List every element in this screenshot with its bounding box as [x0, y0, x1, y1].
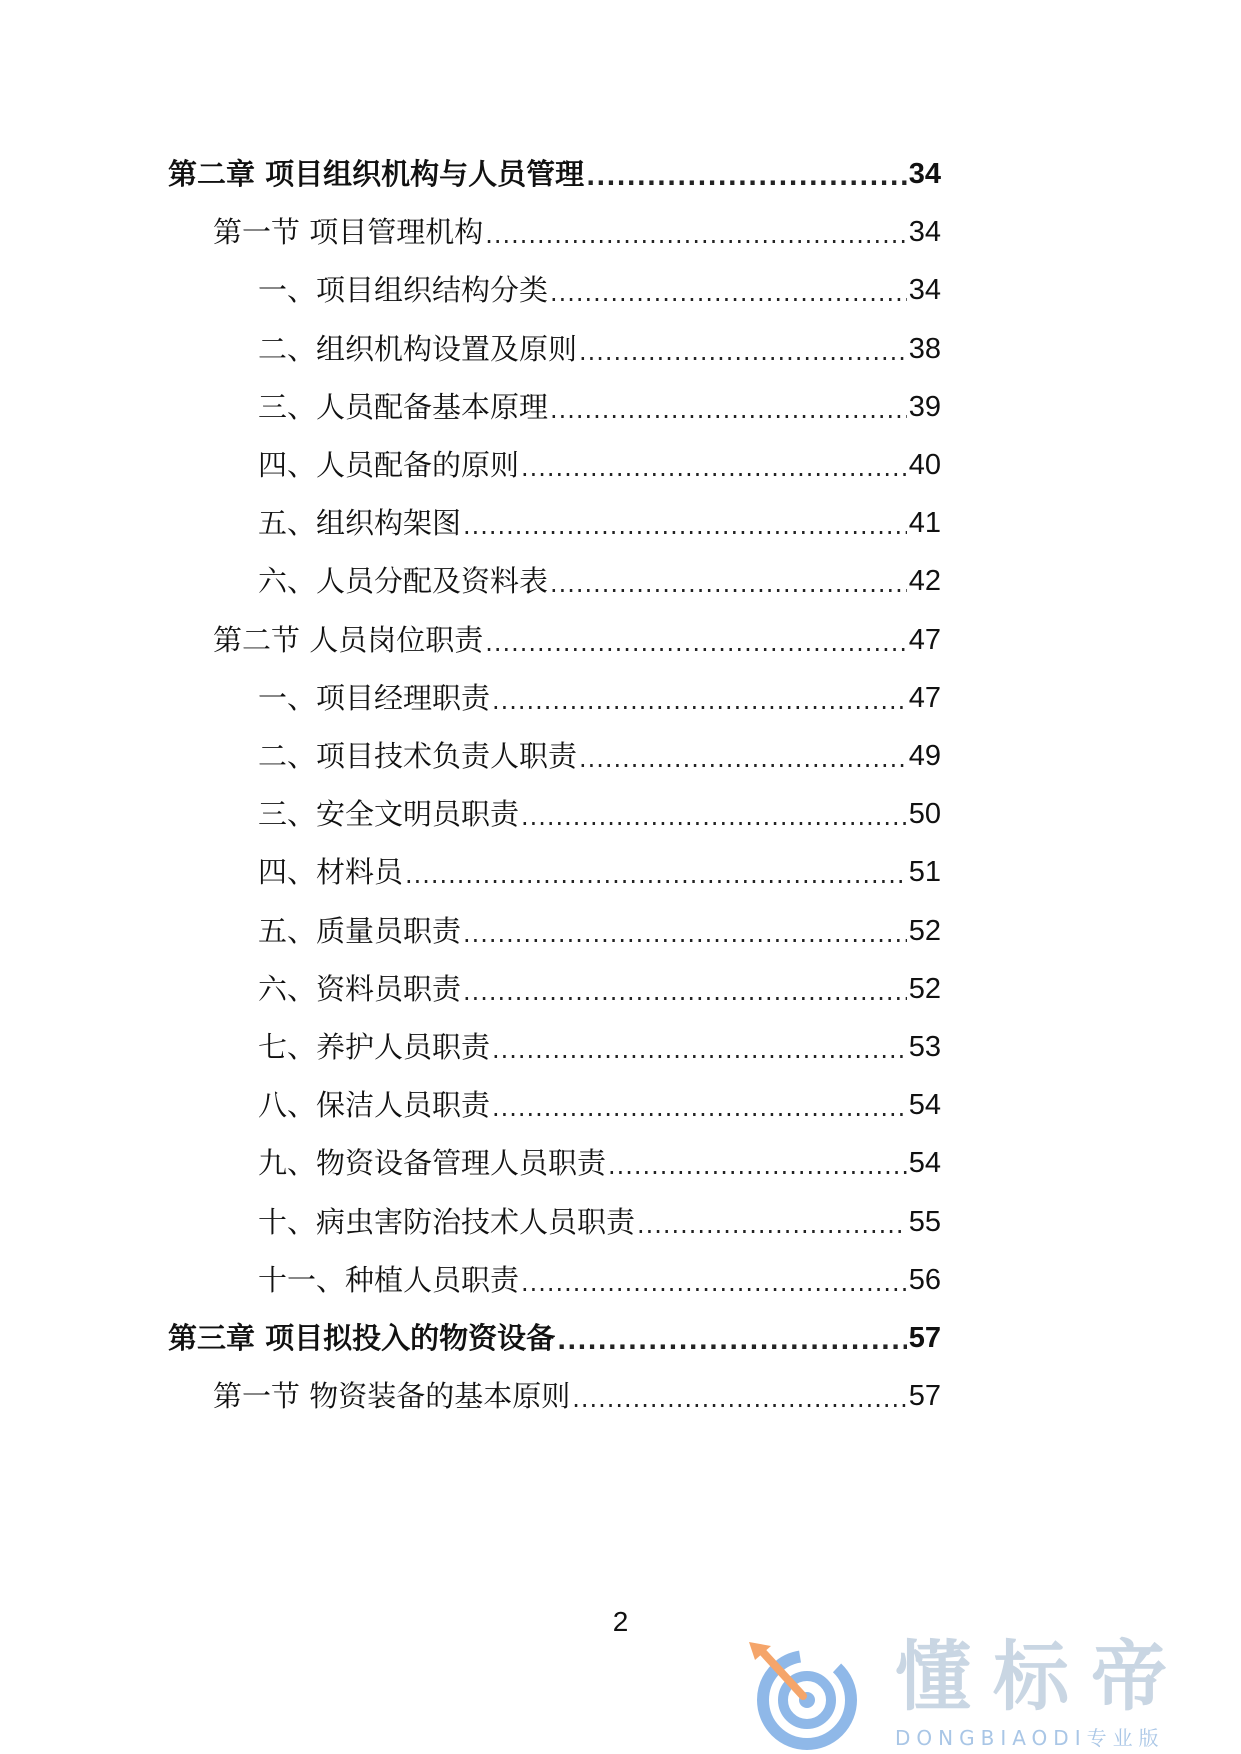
toc-entry[interactable] [258, 730, 941, 774]
toc-dot-leader [463, 511, 907, 541]
toc-dot-leader [579, 744, 907, 774]
toc-entry-page: 54 [908, 1147, 941, 1179]
toc-entry-title: 第二章 项目组织机构与人员管理 [168, 157, 585, 191]
toc-entry[interactable] [258, 1079, 941, 1123]
toc-entry[interactable] [258, 555, 941, 599]
toc-entry-title: 第一节 物资装备的基本原则 [213, 1379, 571, 1413]
toc-entry-page: 34 [908, 216, 941, 248]
toc-dot-leader [492, 1093, 907, 1123]
toc-entry-title: 第二节 人员岗位职责 [213, 623, 484, 657]
toc-entry-title: 九、物资设备管理人员职责 [258, 1146, 607, 1180]
toc-entry-page: 39 [908, 391, 941, 423]
toc-entry-title: 五、组织构架图 [258, 506, 462, 540]
toc-entry-title: 第一节 项目管理机构 [213, 215, 484, 249]
toc-entry[interactable] [258, 497, 941, 541]
toc-entry-title: 六、人员分配及资料表 [258, 564, 549, 598]
toc-dot-leader [550, 569, 907, 599]
page-number: 2 [612, 1606, 629, 1637]
toc-dot-leader [521, 802, 907, 832]
toc-dot-leader [521, 453, 907, 483]
toc-entry-page: 47 [908, 624, 941, 656]
toc-entry[interactable] [258, 381, 941, 425]
toc-dot-leader [608, 1151, 907, 1181]
toc-entry-page: 57 [908, 1380, 941, 1412]
toc-entry-page: 51 [908, 856, 941, 888]
toc-entry-page: 41 [908, 507, 941, 539]
toc-entry[interactable] [258, 905, 941, 949]
toc-entry[interactable] [258, 323, 941, 367]
toc-entry-page: 50 [908, 798, 941, 830]
toc-entry[interactable] [258, 846, 941, 890]
toc-entry-title: 十一、种植人员职责 [258, 1263, 520, 1297]
toc-dot-leader [485, 220, 907, 250]
toc-entry-page: 54 [908, 1089, 941, 1121]
toc-entry[interactable] [258, 439, 941, 483]
toc-entry-page: 56 [908, 1264, 941, 1296]
toc-entry-page: 52 [908, 915, 941, 947]
watermark-subtitle: DONGBIAODI专业版 [895, 1726, 1165, 1750]
toc-entry-title: 五、质量员职责 [258, 914, 462, 948]
toc-entry-page: 38 [908, 333, 941, 365]
toc-dot-leader [405, 860, 907, 890]
toc-entry[interactable] [258, 1254, 941, 1298]
toc-dot-leader [485, 628, 907, 658]
toc-entry[interactable] [258, 1137, 941, 1181]
toc-entry[interactable] [258, 963, 941, 1007]
toc-entry[interactable] [258, 1021, 941, 1065]
toc-entry-title: 二、项目技术负责人职责 [258, 739, 578, 773]
toc-dot-leader [572, 1384, 907, 1414]
toc-entry-page: 42 [908, 565, 941, 597]
toc-dot-leader [579, 337, 907, 367]
toc-dot-leader [550, 395, 907, 425]
toc-entry-page: 52 [908, 973, 941, 1005]
watermark [745, 1632, 1215, 1750]
toc-dot-leader [463, 977, 907, 1007]
toc-entry-title: 四、人员配备的原则 [258, 448, 520, 482]
toc-entry-title: 八、保洁人员职责 [258, 1088, 491, 1122]
target-arrow-logo-icon [745, 1640, 865, 1750]
toc-entry-title: 一、项目组织结构分类 [258, 273, 549, 307]
toc-entry[interactable] [258, 788, 941, 832]
toc-entry-page: 47 [908, 682, 941, 714]
toc-dot-leader [521, 1268, 907, 1298]
toc-dot-leader [557, 1326, 907, 1356]
toc-dot-leader [550, 278, 907, 308]
toc-entry-page: 55 [908, 1206, 941, 1238]
toc-entry-title: 十、病虫害防治技术人员职责 [258, 1205, 636, 1239]
toc-entry-page: 57 [908, 1322, 941, 1354]
toc-entry-title: 二、组织机构设置及原则 [258, 332, 578, 366]
toc-dot-leader [492, 1035, 907, 1065]
toc-entry[interactable] [213, 206, 941, 250]
toc-entry[interactable] [168, 148, 941, 192]
toc-entry-title: 一、项目经理职责 [258, 681, 491, 715]
toc-dot-leader [637, 1210, 907, 1240]
toc-entry[interactable] [213, 614, 941, 658]
toc-entry-title: 三、人员配备基本原理 [258, 390, 549, 424]
toc-entry-title: 七、养护人员职责 [258, 1030, 491, 1064]
watermark-brand: 懂标帝 [895, 1632, 1189, 1721]
toc-entry-title: 六、资料员职责 [258, 972, 462, 1006]
toc-entry-title: 第三章 项目拟投入的物资设备 [168, 1321, 556, 1355]
toc-entry-page: 34 [908, 158, 941, 190]
toc-entry-page: 40 [908, 449, 941, 481]
toc-entry-page: 49 [908, 740, 941, 772]
toc-entry-page: 34 [908, 274, 941, 306]
toc-dot-leader [492, 686, 907, 716]
toc-entry-title: 四、材料员 [258, 855, 404, 889]
toc-entry-title: 三、安全文明员职责 [258, 797, 520, 831]
toc-entry[interactable] [258, 264, 941, 308]
toc-entry[interactable] [213, 1370, 941, 1414]
toc-dot-leader [586, 162, 907, 192]
toc-entry[interactable] [258, 672, 941, 716]
toc-entry[interactable] [258, 1196, 941, 1240]
toc-entry-page: 53 [908, 1031, 941, 1063]
toc-dot-leader [463, 919, 907, 949]
toc-entry[interactable] [168, 1312, 941, 1356]
